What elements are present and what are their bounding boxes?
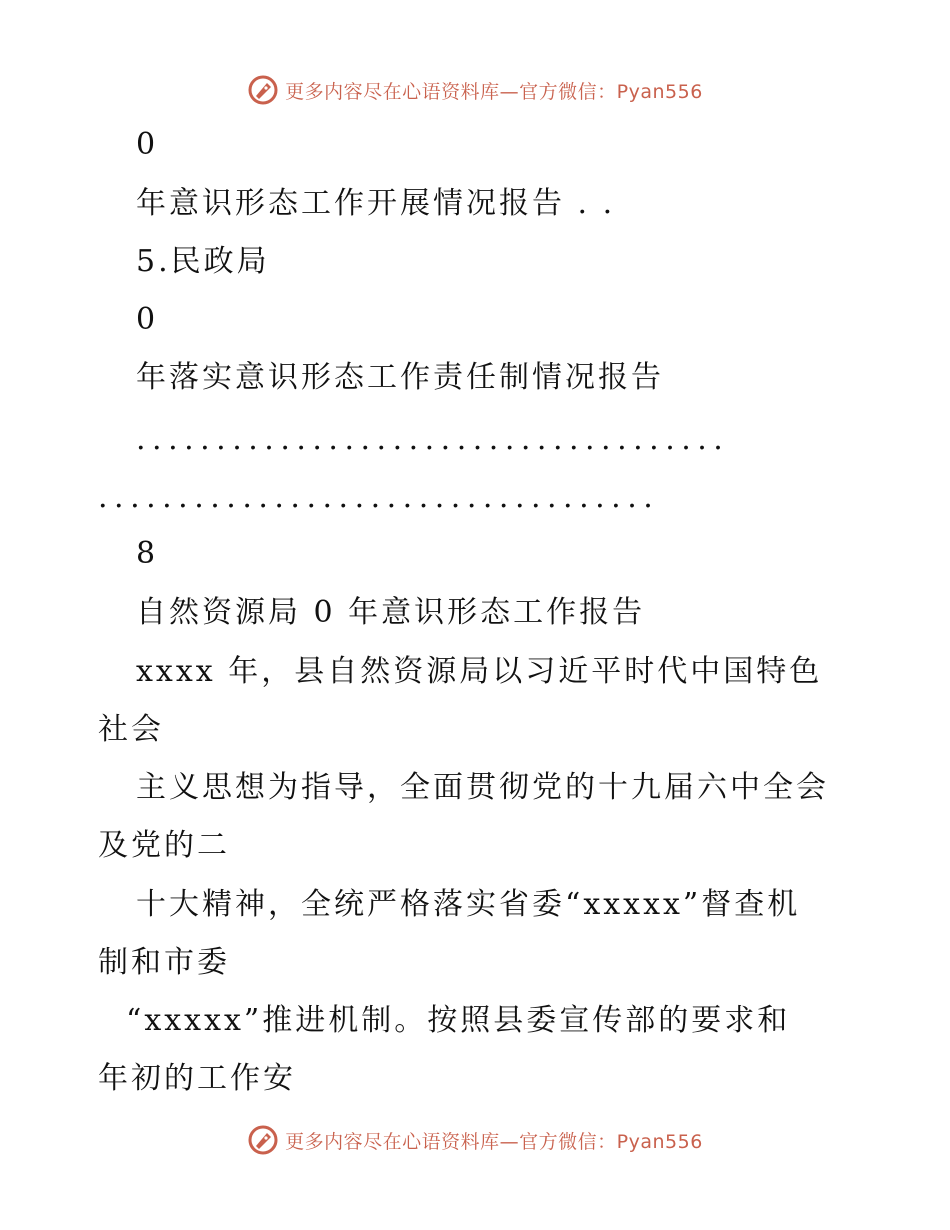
paragraph-line: 年初的工作安 [98, 1061, 296, 1096]
footer-watermark-banner [0, 1120, 950, 1160]
paragraph-line: 主义思想为指导，全面贯彻党的十九届六中全会 [136, 770, 829, 805]
footer-watermark-text: 更多内容尽在心语资料库—官方微信：Pyan556 [285, 1130, 703, 1153]
header-watermark-text: 更多内容尽在心语资料库—官方微信：Pyan556 [285, 80, 703, 103]
paragraph-line: 及党的二 [98, 828, 230, 863]
section-title: 自然资源局 0 年意识形态工作报告 [136, 595, 646, 630]
text-line: 年落实意识形态工作责任制情况报告 [136, 360, 664, 395]
page-number-line: 8 [136, 536, 159, 571]
text-line: 5.民政局 [136, 244, 270, 279]
paragraph-line: 社会 [98, 712, 164, 747]
pen-nib-logo-icon [247, 1124, 279, 1156]
text-line: 0 [136, 127, 159, 162]
paragraph-line: 十大精神，全统严格落实省委“xxxxx”督查机 [136, 887, 801, 922]
paragraph-line: “xxxxx”推进机制。按照县委宣传部的要求和 [126, 1003, 791, 1038]
paragraph-line: xxxx 年，县自然资源局以习近平时代中国特色 [136, 654, 823, 689]
paragraph-line: 制和市委 [98, 945, 230, 980]
text-line: 年意识形态工作开展情况报告 . . [136, 186, 616, 221]
dot-leader-line: ................................... [98, 480, 660, 515]
dot-leader-line: ..................................... [136, 422, 730, 457]
text-line: 0 [136, 302, 159, 337]
